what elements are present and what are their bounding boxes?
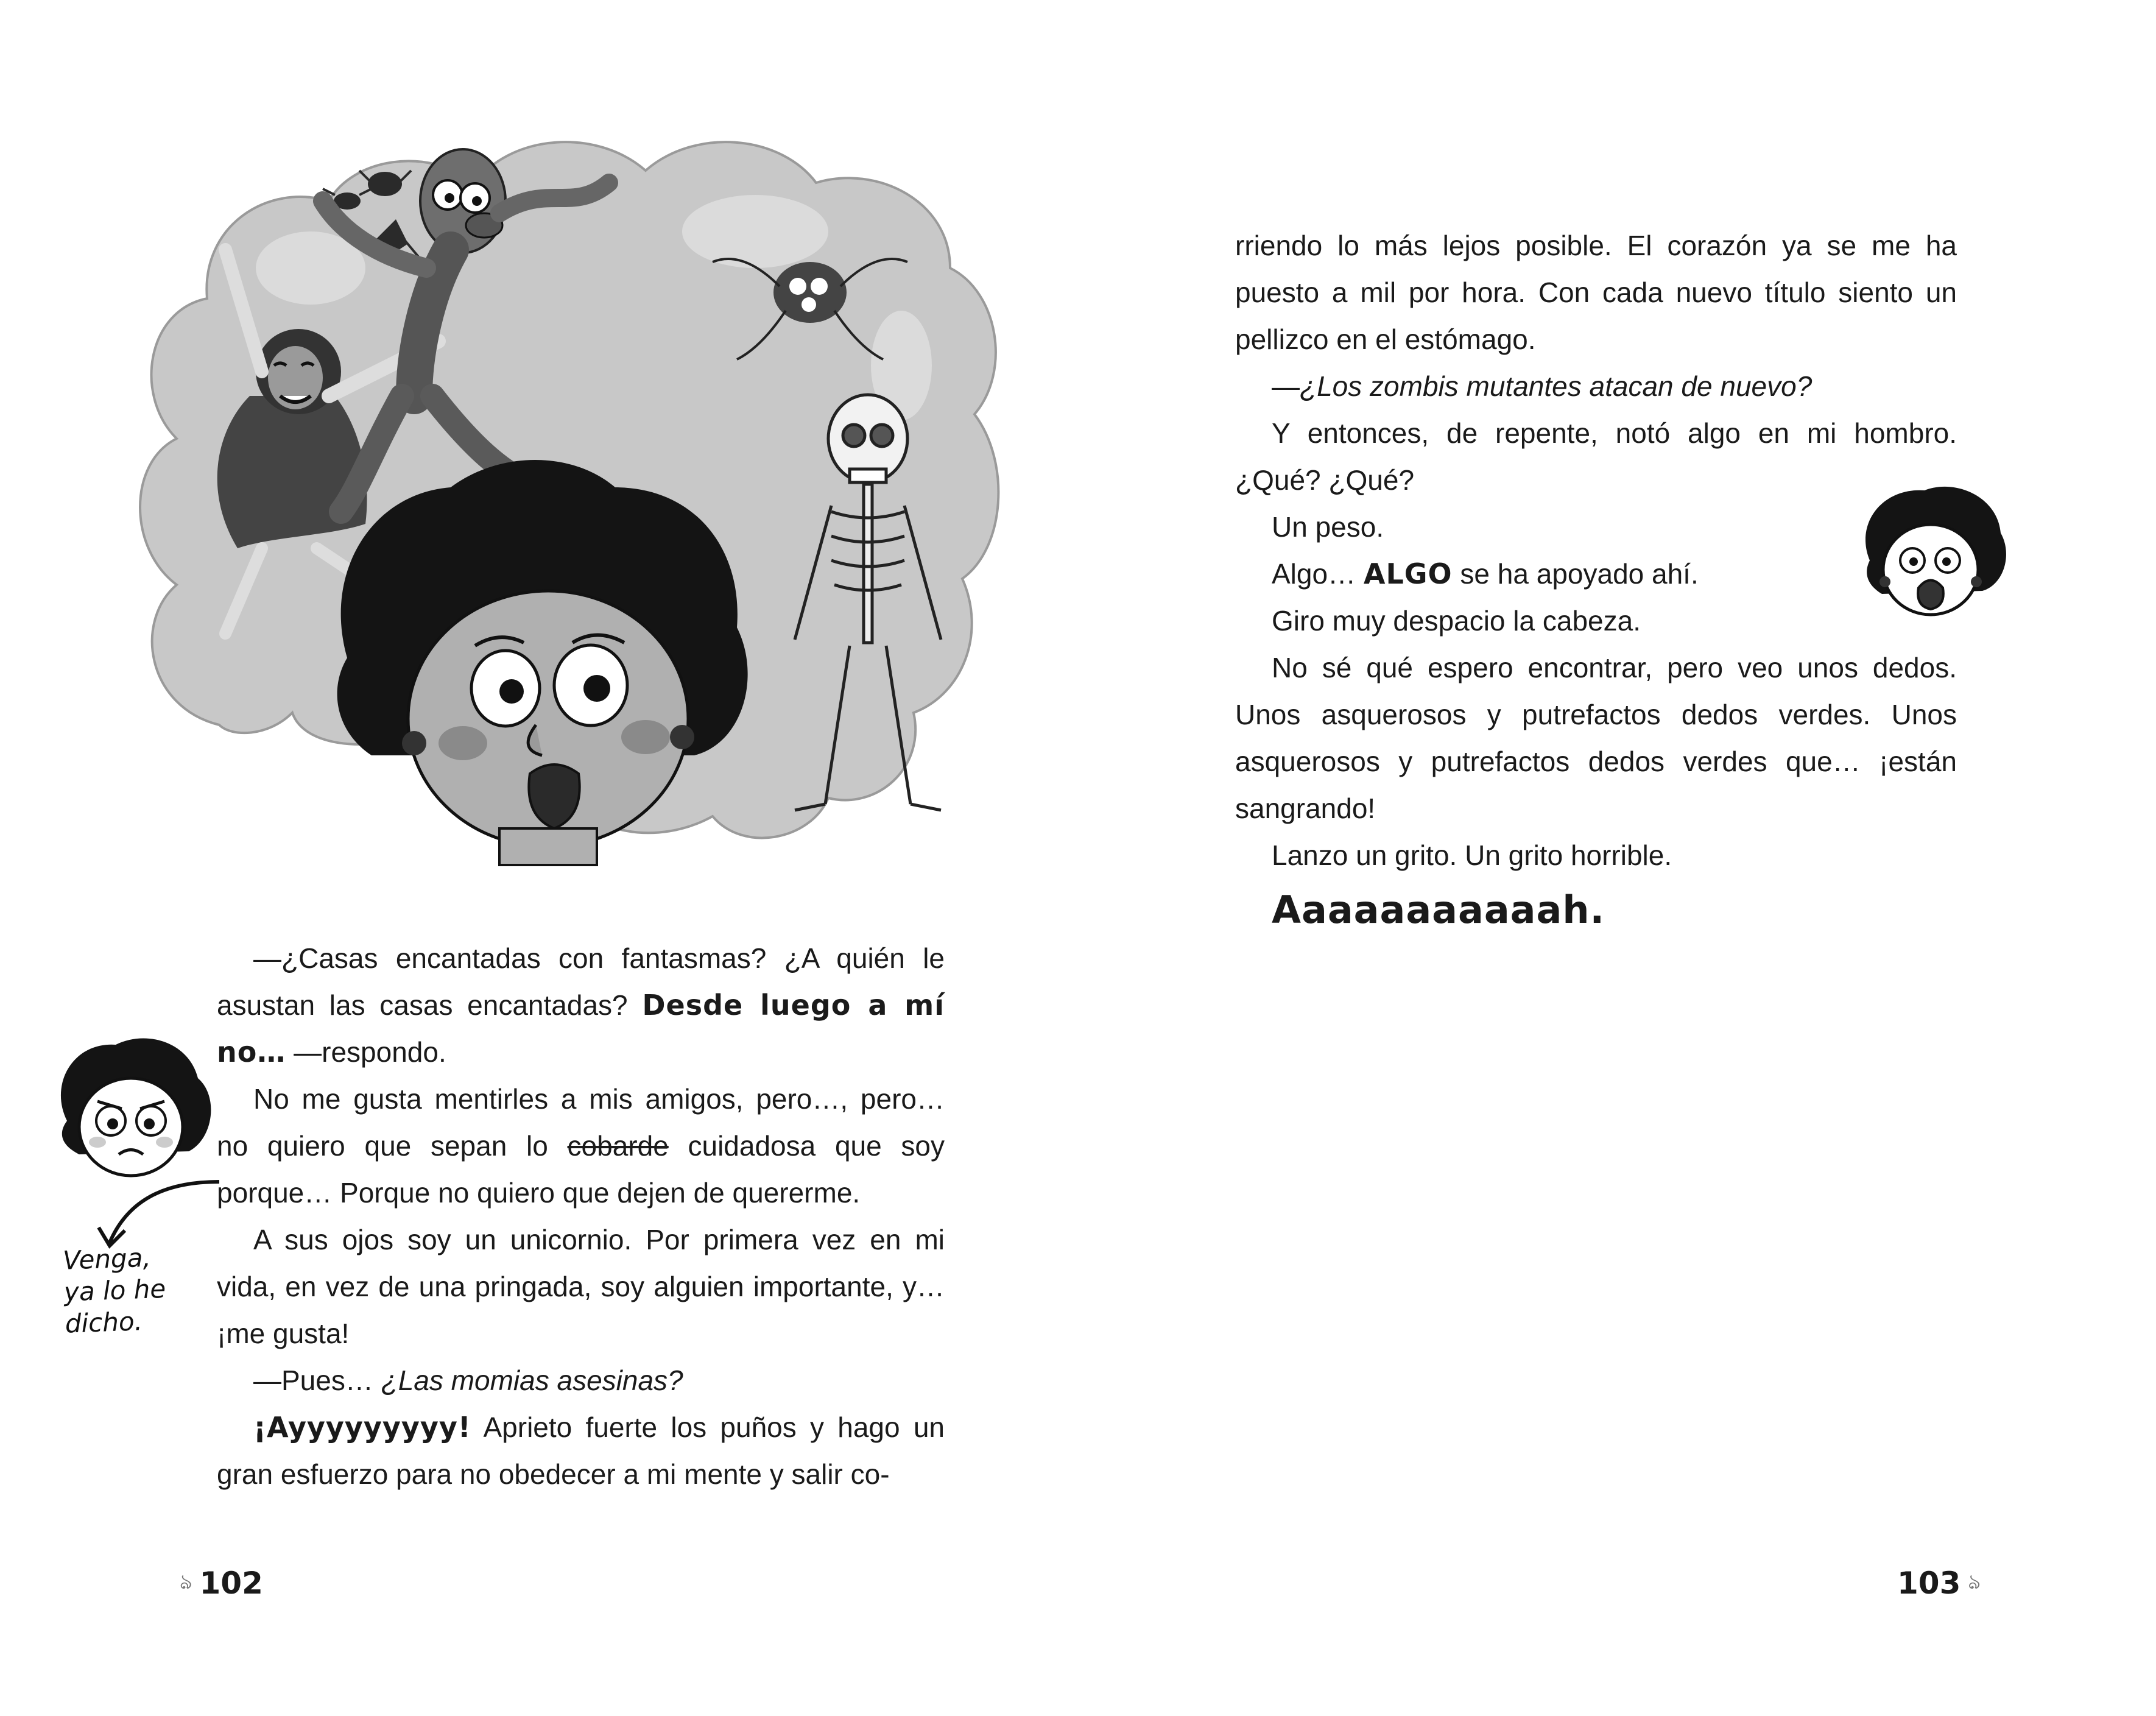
paragraph [1235,363,1957,410]
text-run: Y entonces, de repente, notó algo en mi hombro. ¿Qué? ¿Qué? [1235,417,1957,496]
page-number: 103 [1897,1566,1961,1601]
shout-text: ALGO [1363,557,1453,590]
paragraph [217,1404,945,1498]
paragraph [1235,644,1957,832]
text-run: Aprieto fuerte los puños y hago un gran esfuerzo para no obedecer a mi mente y salir co- [217,1411,945,1490]
shout-text: ¡Ayyyyyyyyy! [253,1411,471,1444]
handnote-line: dicho. [65,1306,143,1339]
handwritten-note [62,1240,193,1340]
paragraph [1235,551,1957,598]
text-run: Un peso. [1272,511,1384,543]
text-run: —respondo. [286,1036,446,1068]
text-run: A sus ojos soy un unicornio. Por primera vez en mi vida, en vez de una pringada, soy alguien importante, y… ¡me gusta! [217,1224,945,1349]
paragraph [217,1076,945,1216]
text-run: No me gusta mentirles a mis amigos, pero…, pero… no quiero que sepan lo [217,1083,945,1162]
paragraph [1235,832,1957,879]
italic-text: ¿Los zombis mutantes atacan de nuevo? [1300,370,1813,402]
right-page [1078,0,2156,1716]
handnote-line: ya lo he [63,1273,166,1307]
shout-text: Aaaaaaaaaaah. [1272,888,1605,932]
text-run: — [1272,370,1300,402]
text-run: Algo… [1272,558,1364,590]
shout-text: Desde luego a mí no… [217,989,945,1068]
paragraph [217,1216,945,1357]
italic-text: ¿Las momias asesinas? [381,1365,683,1396]
text-run: —Pues… [253,1365,381,1396]
handnote-line: Venga, [62,1242,152,1276]
left-page-text [217,935,945,1498]
paragraph [1235,222,1957,363]
struck-through-word: cobarde [567,1130,669,1162]
scared-girl-avatar [1851,481,2010,621]
paragraph [217,935,945,1076]
paragraph [1235,410,1957,504]
fear-cloud-illustration [110,110,1011,920]
paragraph [1235,504,1957,551]
ornament-icon: ঌ [1968,1569,1981,1594]
text-run: Giro muy despacio la cabeza. [1272,605,1641,637]
text-run: se ha apoyado ahí. [1452,558,1699,590]
right-page-text [1235,222,1957,938]
text-run: —¿Casas encantadas con fantasmas? ¿A quién le asustan las casas encantadas? [217,942,945,1021]
page-number-left [180,1566,263,1601]
page-number: 102 [199,1566,263,1601]
page-number-right [1897,1566,1981,1601]
text-run: Lanzo un grito. Un grito horrible. [1272,839,1672,871]
paragraph [217,1357,945,1404]
scream-line [1235,883,1957,938]
text-run: cuidadosa que soy porque… Porque no quiero que dejen de quererme. [217,1130,945,1209]
ornament-icon: ঌ [180,1569,192,1594]
text-run: rriendo lo más lejos posible. El corazón ya se me ha puesto a mil por hora. Con cada nuevo título siento un pellizco en el estómago. [1235,230,1957,355]
paragraph [1235,598,1957,644]
text-run: No sé qué espero encontrar, pero veo unos dedos. Unos asquerosos y putrefactos dedos verdes. Unos asquerosos y putrefactos dedos verdes que… ¡están sangrando! [1235,652,1957,824]
worried-girl-avatar [43,1029,219,1182]
